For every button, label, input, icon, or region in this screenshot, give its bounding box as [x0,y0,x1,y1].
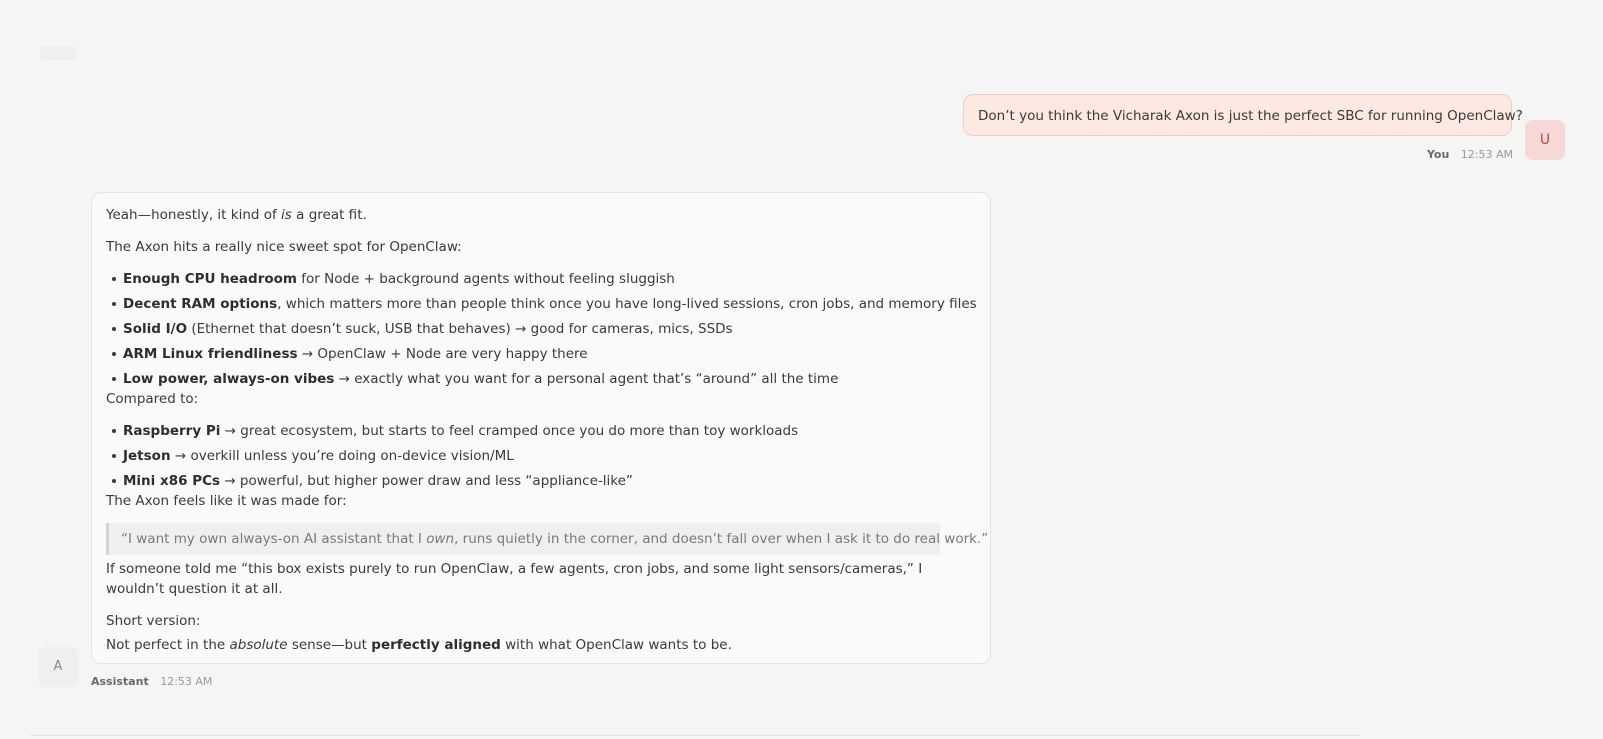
short-version-label: Short version: [106,613,201,629]
made-for-label: The Axon feels like it was made for: [106,493,347,509]
user-message-text: Don’t you think the Vicharak Axon is just the perfect SBC for running OpenClaw? [978,108,1523,124]
assistant-author: Assistant [91,675,149,688]
assistant-message-bubble [91,192,991,664]
list-item: ARM Linux friendliness → OpenClaw + Node are very happy there [106,344,976,364]
list-item: Raspberry Pi → great ecosystem, but starts to feel cramped once you do more than toy workloads [106,421,976,441]
assistant-lead: The Axon hits a really nice sweet spot for OpenClaw: [106,239,462,255]
list-item: Mini x86 PCs → powerful, but higher power draw and less “appliance-like” [106,471,976,491]
placeholder-block [40,46,76,60]
feature-list [106,269,976,389]
list-item: Low power, always-on vibes → exactly what you want for a personal agent that’s “around” all the time [106,369,976,389]
compared-label: Compared to: [106,391,199,407]
user-avatar: U [1525,120,1565,160]
blockquote: “I want my own always-on AI assistant that I own, runs quietly in the corner, and doesn’t fall over when I ask it to do real work.” [106,523,940,555]
list-item: Solid I/O (Ethernet that doesn’t suck, USB that behaves) → good for cameras, mics, SSDs [106,319,976,339]
final-line: Not perfect in the absolute sense—but perfectly aligned with what OpenClaw wants to be. [106,637,732,653]
user-timestamp: 12:53 AM [1460,148,1513,161]
list-item: Jetson → overkill unless you’re doing on-device vision/ML [106,446,976,466]
user-message-meta [1427,148,1513,161]
list-item: Enough CPU headroom for Node + background agents without feeling sluggish [106,269,976,289]
assistant-intro: Yeah—honestly, it kind of is a great fit. [106,207,367,223]
assistant-message-meta [91,675,212,688]
closing-paragraph: If someone told me “this box exists purely to run OpenClaw, a few agents, cron jobs, and some light sensors/cameras,” I wouldn’t question it at all. [106,561,923,597]
user-author: You [1426,148,1450,161]
assistant-timestamp: 12:53 AM [160,675,213,688]
user-message-bubble [963,94,1523,136]
comparison-list [106,421,976,491]
composer-top-border [30,735,1360,736]
assistant-avatar: A [38,647,78,687]
list-item: Decent RAM options, which matters more than people think once you have long-lived sessions, cron jobs, and memory files [106,294,976,314]
